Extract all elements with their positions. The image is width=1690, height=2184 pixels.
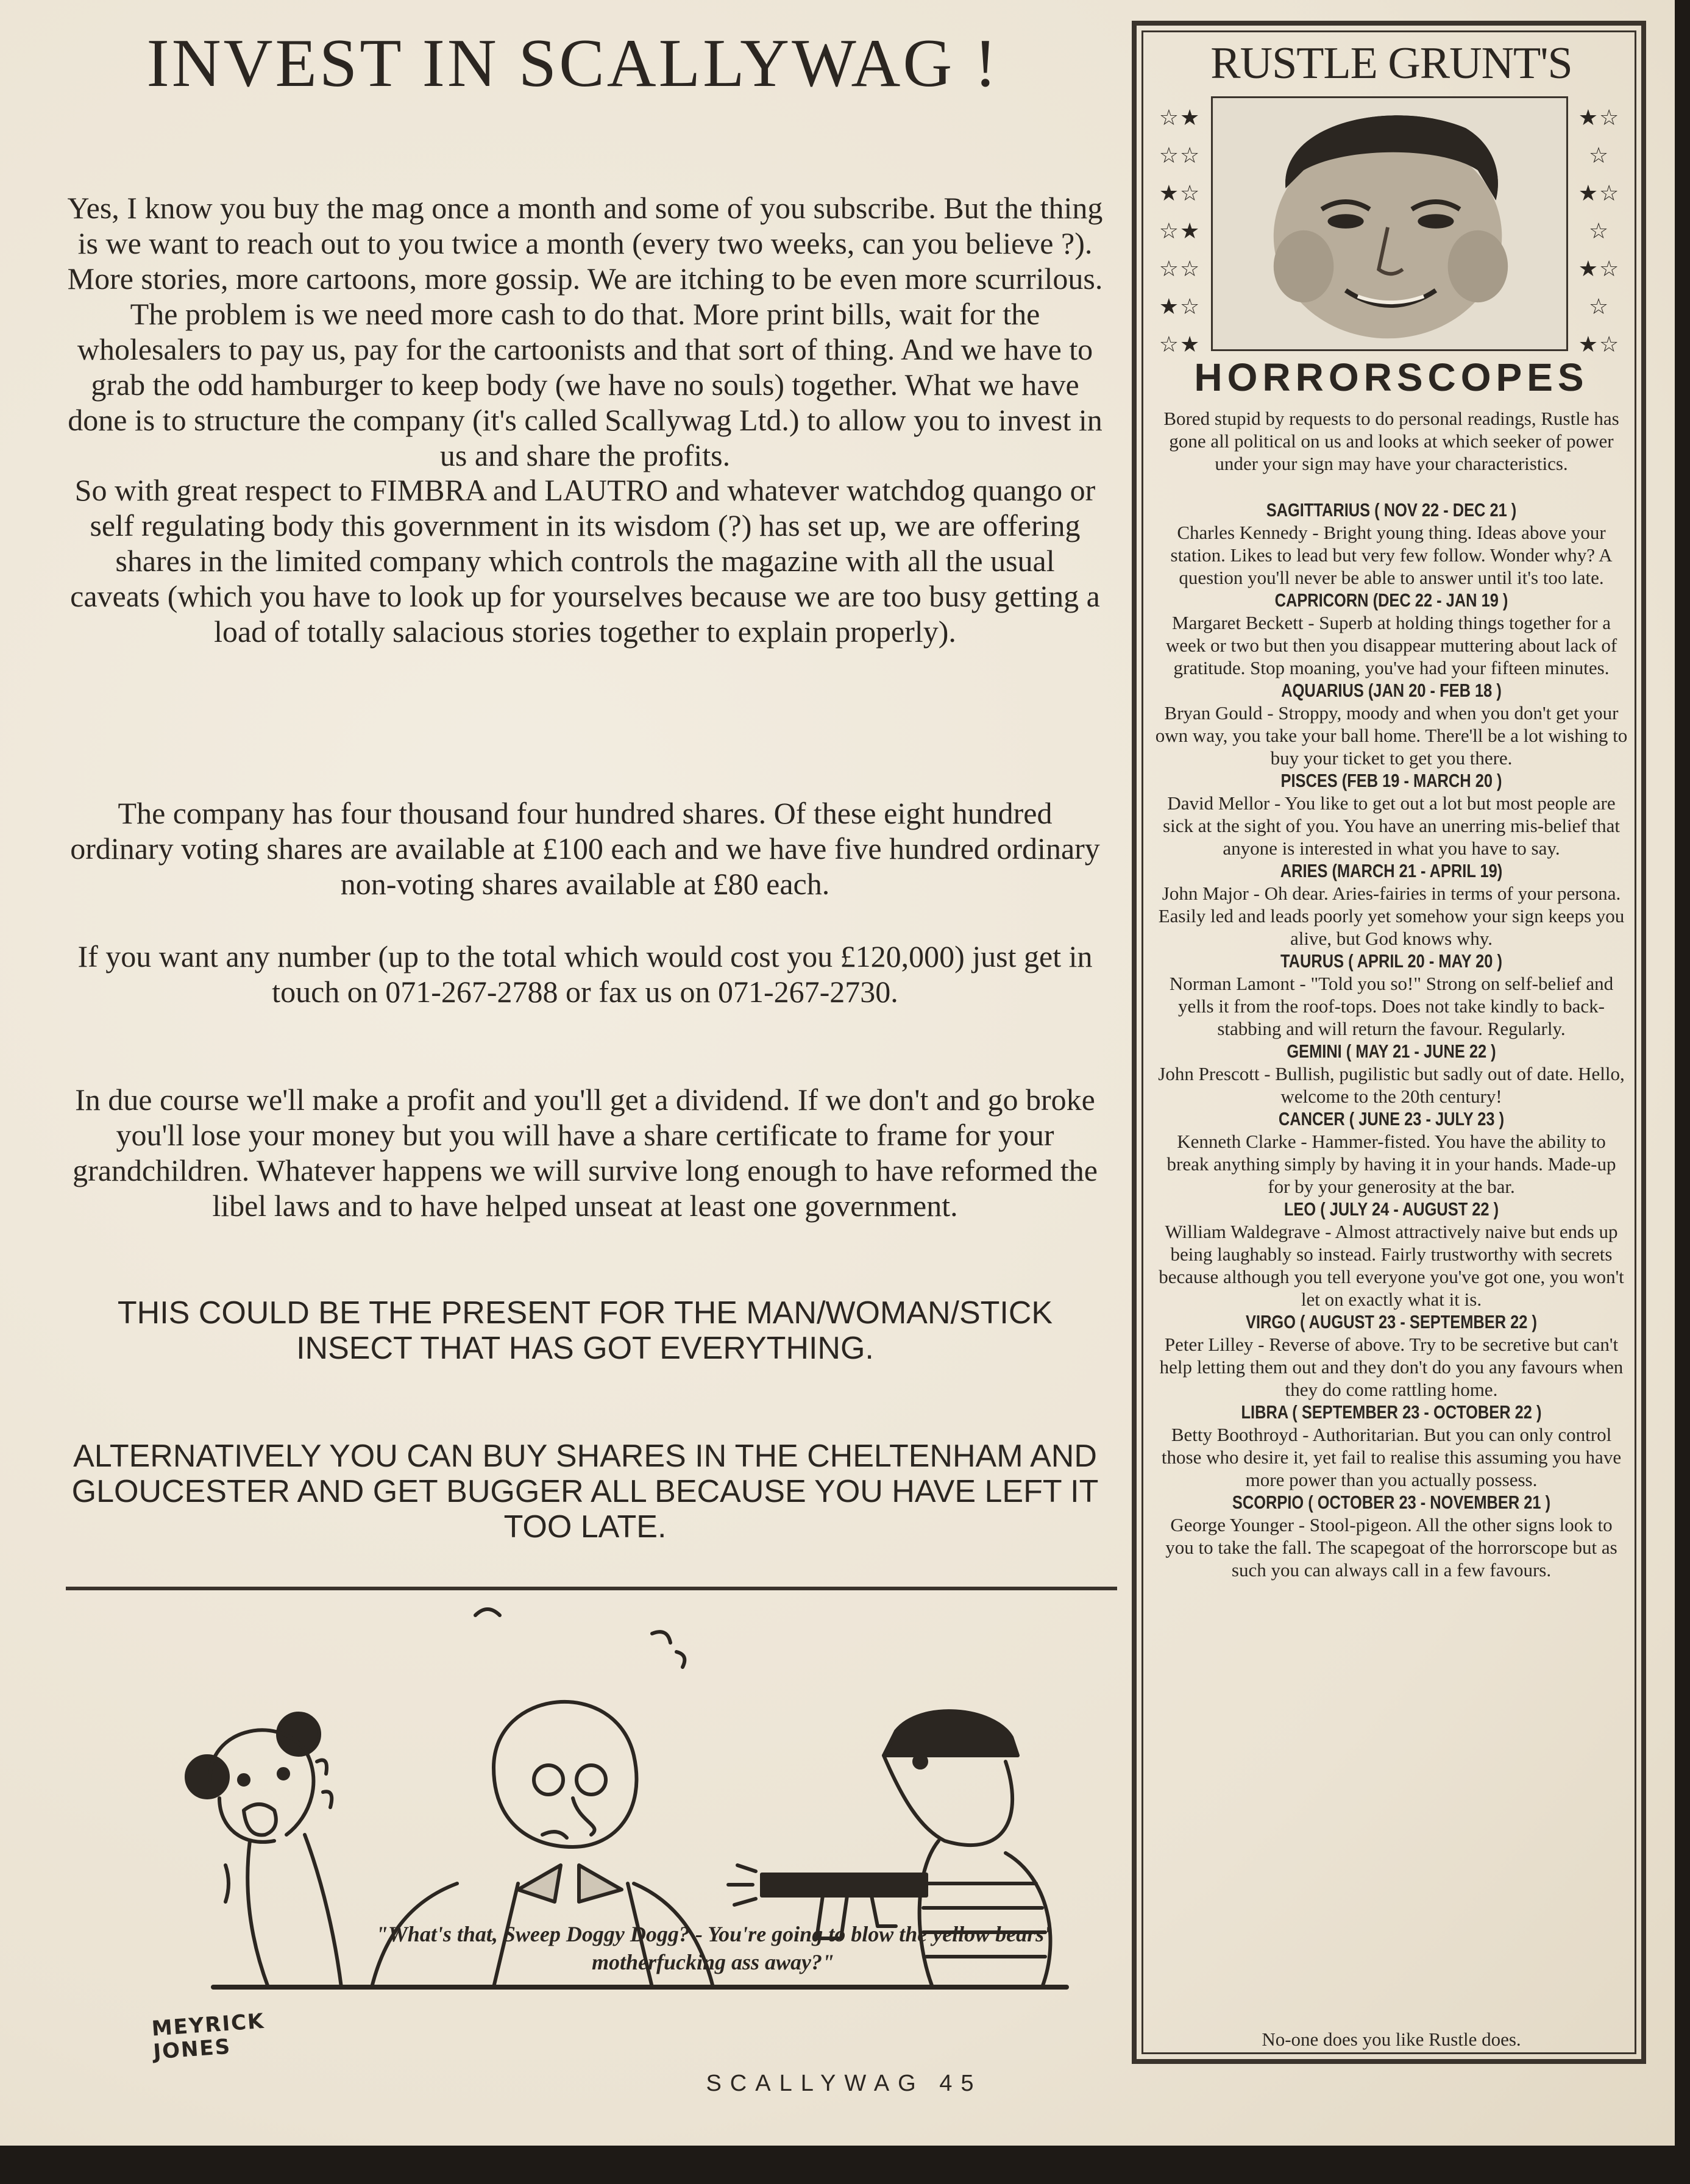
caps-statement-2: ALTERNATIVELY YOU CAN BUY SHARES IN THE CHELTENHAM AND GLOUCESTER AND GET BUGGER ALL BECAUSE YOU HAVE LEFT IT TOO LATE. [71, 1439, 1099, 1545]
section-divider [66, 1587, 1117, 1590]
author-portrait [1211, 96, 1568, 351]
star-icon: ★☆ [1159, 181, 1201, 205]
sign-heading: GEMINI ( MAY 21 - JUNE 22 ) [1287, 1040, 1496, 1062]
sign-text: George Younger - Stool-pigeon. All the other signs look to you to take the fall. The scapegoat of the horrorscope but as such you can always call in a few favours. [1165, 1514, 1617, 1581]
sign-entry [1155, 1311, 1628, 1401]
caps-statement-1: THIS COULD BE THE PRESENT FOR THE MAN/WOMAN/STICK INSECT THAT HAS GOT EVERYTHING. [117, 1295, 1053, 1366]
article-paragraph-3: The company has four thousand four hundred shares. Of these eight hundred ordinary voting shares are available at £100 each and we have five hundred ordinary non-voting shares available at £80 each. [70, 796, 1100, 901]
star-icon: ★☆ [1578, 332, 1621, 357]
sign-text: William Waldegrave - Almost attractively naive but ends up being laughably so instead. Fairly trustworthy with secrets because although you tell everyone you've got one, you won't let on exactly what it is. [1159, 1221, 1624, 1310]
sign-entry [1155, 589, 1628, 679]
sign-heading: VIRGO ( AUGUST 23 - SEPTEMBER 22 ) [1246, 1311, 1537, 1332]
sign-heading: SAGITTARIUS ( NOV 22 - DEC 21 ) [1266, 499, 1517, 521]
sign-text: Charles Kennedy - Bright young thing. Ideas above your station. Likes to lead but very few follow. Wonder why? A question you'll never be able to answer until it's too late. [1170, 522, 1613, 588]
sign-heading: SCORPIO ( OCTOBER 23 - NOVEMBER 21 ) [1232, 1492, 1551, 1513]
sign-text: Kenneth Clarke - Hammer-fisted. You have the ability to break anything simply by having it in your hands. Made-up for by your generosity at the bar. [1166, 1131, 1616, 1197]
sign-entry [1155, 679, 1628, 769]
horoscope-column-title: RUSTLE GRUNT'S [1210, 38, 1572, 88]
stars-right-column [1571, 99, 1627, 363]
horoscope-subtitle: HORRORSCOPES [1194, 355, 1589, 399]
artist-signature: MEYRICK JONES [151, 2008, 266, 2065]
sign-text: Peter Lilley - Reverse of above. Try to be secretive but can't help letting them out and they don't do you any favours when they do come rattling home. [1159, 1334, 1624, 1400]
article-paragraph-2: So with great respect to FIMBRA and LAUTRO and whatever watchdog quango or self regulating body this government in its wisdom (?) has set up, we are offering shares in the limited company which controls the magazine with all the usual caveats (which you have to look up for yourselves because we are too busy getting a load of totally salacious stories together to explain properly). [70, 473, 1100, 649]
page-footer: SCALLYWAG 45 [706, 2071, 982, 2096]
star-icon: ☆★ [1159, 219, 1201, 243]
sign-text: Bryan Gould - Stroppy, moody and when you don't get your own way, you take your ball home. There'll be a lot wishing to buy your ticket to get you there. [1155, 702, 1628, 769]
star-icon: ★☆ [1578, 257, 1621, 281]
sign-list [1155, 499, 1628, 1581]
star-icon: ☆★ [1159, 332, 1201, 357]
star-icon: ☆ [1588, 143, 1610, 168]
sign-heading: LEO ( JULY 24 - AUGUST 22 ) [1283, 1198, 1499, 1220]
bear-figure [186, 1713, 341, 1987]
star-icon: ☆☆ [1159, 257, 1201, 281]
sign-text: David Mellor - You like to get out a lot but most people are sick at the sight of you. You have an unerring mis-belief that anyone is interested in what you have to say. [1163, 792, 1620, 859]
star-icon: ☆★ [1159, 105, 1201, 130]
sign-entry [1155, 950, 1628, 1040]
horoscope-closing: No-one does you like Rustle does. [1262, 2029, 1521, 2050]
article-paragraph-1: Yes, I know you buy the mag once a month and some of you subscribe. But the thing is we want to reach out to you twice a month (every two weeks, can you believe ?). More stories, more cartoons, more gossip. We are itching to be even more scurrilous. The problem is we need more cash to do that. More print bills, wait for the wholesalers to pay us, pay for the cartoonists and that sort of thing. And we have to grab the odd hamburger to keep body (we have no souls) together. What we have done is to structure the company (it's called Scallywag Ltd.) to allow you to invest in us and share the profits. [67, 191, 1103, 472]
star-icon: ★☆ [1578, 105, 1621, 130]
sign-heading: ARIES (MARCH 21 - APRIL 19) [1280, 860, 1503, 881]
sign-entry [1155, 1401, 1628, 1491]
sign-text: John Major - Oh dear. Aries-fairies in terms of your persona. Easily led and leads poorly yet somehow your sign keeps you alive, but God knows why. [1158, 883, 1625, 949]
article-title: INVEST IN SCALLYWAG ! [146, 26, 999, 101]
horoscope-intro: Bored stupid by requests to do personal readings, Rustle has gone all political on us and looks at which seeker of power under your sign may have your characteristics. [1163, 408, 1619, 474]
star-icon: ☆ [1588, 294, 1610, 319]
sign-text: Betty Boothroyd - Authoritarian. But you can only control those who desire it, yet fail to realise this assuming you have more power than you actually possess. [1161, 1424, 1622, 1490]
sign-text: Margaret Beckett - Superb at holding things together for a week or two but then you disappear muttering about lack of gratitude. Stop moaning, you've had your fifteen minutes. [1165, 612, 1617, 678]
sign-text: John Prescott - Bullish, pugilistic but sadly out of date. Hello, welcome to the 20th century! [1158, 1063, 1625, 1107]
star-icon: ★☆ [1159, 294, 1201, 319]
sign-entry [1155, 1040, 1628, 1108]
sign-entry [1155, 1491, 1628, 1581]
article-paragraph-4: If you want any number (up to the total which would cost you £120,000) just get in touch on 071-267-2788 or fax us on 071-267-2730. [77, 939, 1093, 1009]
sign-heading: TAURUS ( APRIL 20 - MAY 20 ) [1280, 950, 1502, 972]
sign-heading: AQUARIUS (JAN 20 - FEB 18 ) [1281, 680, 1502, 701]
sign-heading: CAPRICORN (DEC 22 - JAN 19 ) [1274, 589, 1508, 611]
sign-heading: CANCER ( JUNE 23 - JULY 23 ) [1278, 1108, 1505, 1129]
stars-left-column [1152, 99, 1208, 363]
sign-entry [1155, 1198, 1628, 1311]
star-icon: ☆☆ [1159, 143, 1201, 168]
star-icon: ☆ [1588, 219, 1610, 243]
sign-entry [1155, 1108, 1628, 1198]
sign-text: Norman Lamont - "Told you so!" Strong on self-belief and yells it from the roof-tops. Does not take kindly to back-stabbing and will return the favour. Regularly. [1169, 973, 1614, 1039]
sign-entry [1155, 859, 1628, 950]
cartoon-caption: "What's that, Sweep Doggy Dogg? - You're going to blow the yellow bears' motherfucking ass away?" [375, 1922, 1051, 1974]
sign-entry [1155, 499, 1628, 589]
sign-entry [1155, 769, 1628, 859]
sign-heading: PISCES (FEB 19 - MARCH 20 ) [1280, 770, 1502, 791]
sign-heading: LIBRA ( SEPTEMBER 23 - OCTOBER 22 ) [1241, 1401, 1542, 1423]
article-paragraph-5: In due course we'll make a profit and you'll get a dividend. If we don't and go broke you'll lose your money but you will have a share certificate to frame for your grandchildren. Whatever happens we will survive long enough to have reformed the libel laws and to have helped unseat at least one government. [73, 1083, 1098, 1223]
star-icon: ★☆ [1578, 181, 1621, 205]
